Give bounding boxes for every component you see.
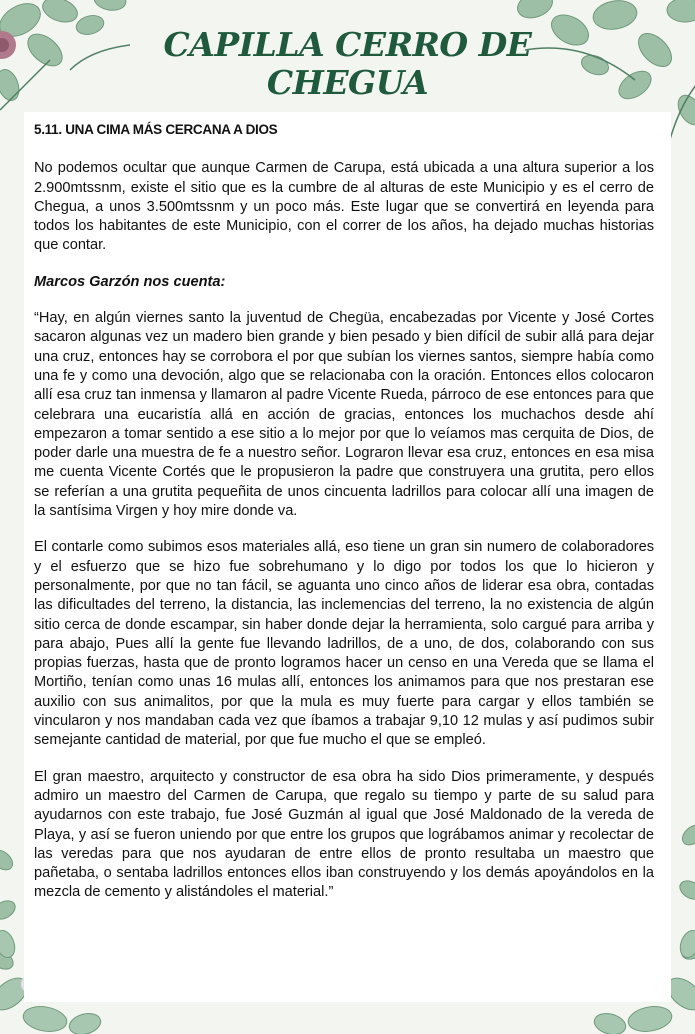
quote-paragraph-1: “Hay, en algún viernes santo la juventud de Chegüa, encabezadas por Vicente y José Cortes sacaron algunas vez un madero bien grande y bien pesado y bien difícil de subir allá para dejar una cruz, entonces hay se corrobora el por que subían los viernes santos, siempre había como una fe y como una devoción, algo que se relacionaba con la oración. Entonces ellos colocaron allí esa cruz tan inmensa y llamaron al padre Vicente Rueda, párroco de ese entonces para que celebrara una eucaristía allá en acción de gracias, entonces los muchachos desde ahí empezaron a tomar sentido a ese sitio a lo mejor por que lo veíamos mas cerquita de Dios, de poder darle una muestra de fe a nuestro señor. Lograron llevar esa cruz, entonces en esa misa me cuenta Vicente Cortés que le propusieron la padre que construyera una grutita, pero ellos se referían a una grutita pequeñita de unos cincuenta ladrillos para colocar allí una imagen de la santísima Virgen y hoy mire donde va. bbox=[34, 310, 654, 520]
quote-paragraph-2: El contarle como subimos esos materiales allá, eso tiene un gran sin numero de colaboradores y el esfuerzo que se hizo fue sobrehumano y lo digo por todos los que lo hicieron y personalmente, por que no tan fácil, se aguanta uno cinco años de liderar esa obra, contadas las dificultades del terreno, la distancia, las inclemencias del terreno, la no existencia de algún sitio cerca de donde escampar, sin haber donde dejar la herramienta, solo cargué para arriba y para abajo, Pues allí la gente fue llevando ladrillos, de a uno, de dos, colaborando con sus propias fuerzas, hasta que de pronto logramos hacer un censo en una Vereda que se llama el Mortiño, tenían como unas 16 mulas allí, entonces los animamos para que nos prestaran ese auxilio con sus animalitos, por que la mula es muy fuerte para cargar y ellos también se vincularon y nos mandaban cada vez que íbamos a trabajar 9,10 12 mulas y así pudimos subir semejante cantidad de material, por que fue mucho el que se empleó. bbox=[34, 539, 654, 749]
document-body bbox=[34, 120, 654, 920]
section-heading: 5.11. UNA CIMA MÁS CERCANA A DIOS bbox=[34, 122, 278, 137]
page-title bbox=[0, 26, 695, 102]
intro-paragraph: No podemos ocultar que aunque Carmen de Carupa, está ubicada a una altura superior a los 2.900mtssnm, existe el sitio que es la cumbre de al alturas de este Municipio y es el cerro de Chegua, a unos 3.500mtssnm y un poco más. Este lugar que se convertirá en leyenda para todos los habitantes de este Municipio, con el correr de los años, ha dejado muchas historias que contar. bbox=[34, 160, 654, 254]
quote-paragraph-3: El gran maestro, arquitecto y constructor de esa obra ha sido Dios primeramente, y después admiro un maestro del Carmen de Carupa, que regalo su tiempo y parte de su salud para ayudarnos con este trabajo, fue José Guzmán al igual que José Maldonado de la vereda de Playa, y así se fueron uniendo por que entre los grupos que lográbamos animar y recolectar de las veredas para que nos ayudaran de entre ellos de pronto resultaba un maestro que pañetaba, o sentaba ladrillos entonces ellos iban construyendo y los demás apoyándolos en la mezcla de cemento y alistándoles el material.” bbox=[34, 768, 654, 901]
title-line-2: CHEGUA bbox=[266, 63, 429, 102]
speaker-label: Marcos Garzón nos cuenta: bbox=[34, 273, 226, 290]
title-line-1: CAPILLA CERRO DE bbox=[163, 25, 532, 64]
